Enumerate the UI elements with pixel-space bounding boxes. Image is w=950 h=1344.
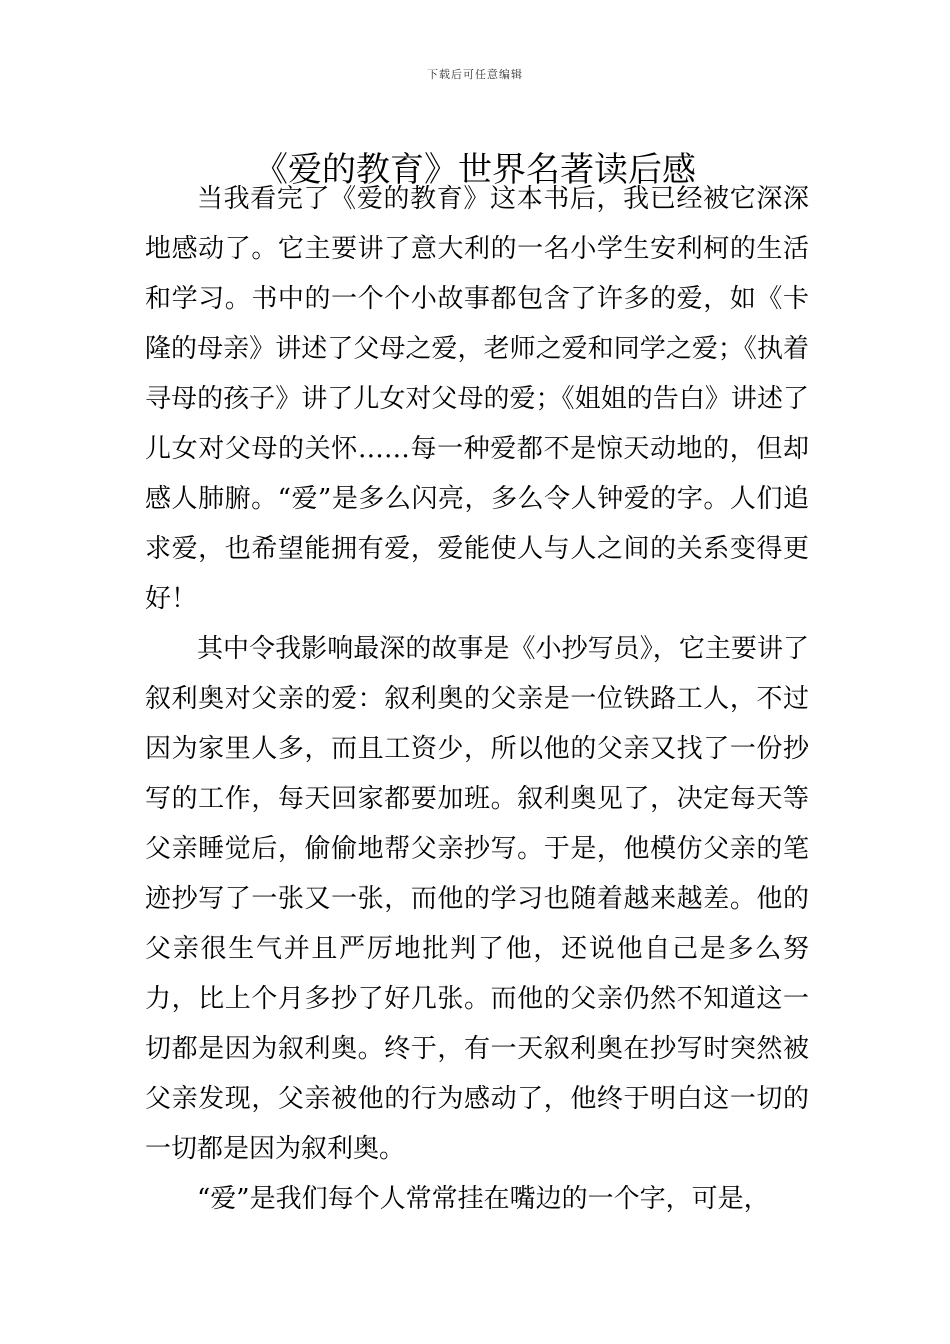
paragraph: 其中令我影响最深的故事是《小抄写员》，它主要讲了叙利奥对父亲的爱：叙利奥的父亲是一位铁路工人，不过因为家里人多，而且工资少，所以他的父亲又找了一份抄写的工作，每天回家都要加班。叙利奥见了，决定每天等父亲睡觉后，偷偷地帮父亲抄写。于是，他模仿父亲的笔迹抄写了一张又一张，而他的学习也随着越来越差。他的父亲很生气并且严厉地批判了他，还说他自己是多么努力，比上个月多抄了好几张。而他的父亲仍然不知道这一切都是因为叙利奥。终于，有一天叙利奥在抄写时突然被父亲发现，父亲被他的行为感动了，他终于明白这一切的一切都是因为叙利奥。 [145,634,809,1164]
paragraph: “爱”是我们每个人常常挂在嘴边的一个字，可是， [197,1184,770,1214]
document-body [145,174,809,1224]
document-title: 《爱的教育》世界名著读后感 [254,149,696,190]
paragraph: 当我看完了《爱的教育》这本书后，我已经被它深深地感动了。它主要讲了意大利的一名小学生安利柯的生活和学习。书中的一个个小故事都包含了许多的爱，如《卡隆的母亲》讲述了父母之爱，老师之爱和同学之爱；《执着寻母的孩子》讲了儿女对父母的爱；《姐姐的告白》讲述了儿女对父母的关怀……每一种爱都不是惊天动地的，但却感人肺腑。“爱”是多么闪亮，多么令人钟爱的字。人们追求爱，也希望能拥有爱，爱能使人与人之间的关系变得更好！ [145,184,809,614]
header-note: 下载后可任意编辑 [427,68,523,81]
